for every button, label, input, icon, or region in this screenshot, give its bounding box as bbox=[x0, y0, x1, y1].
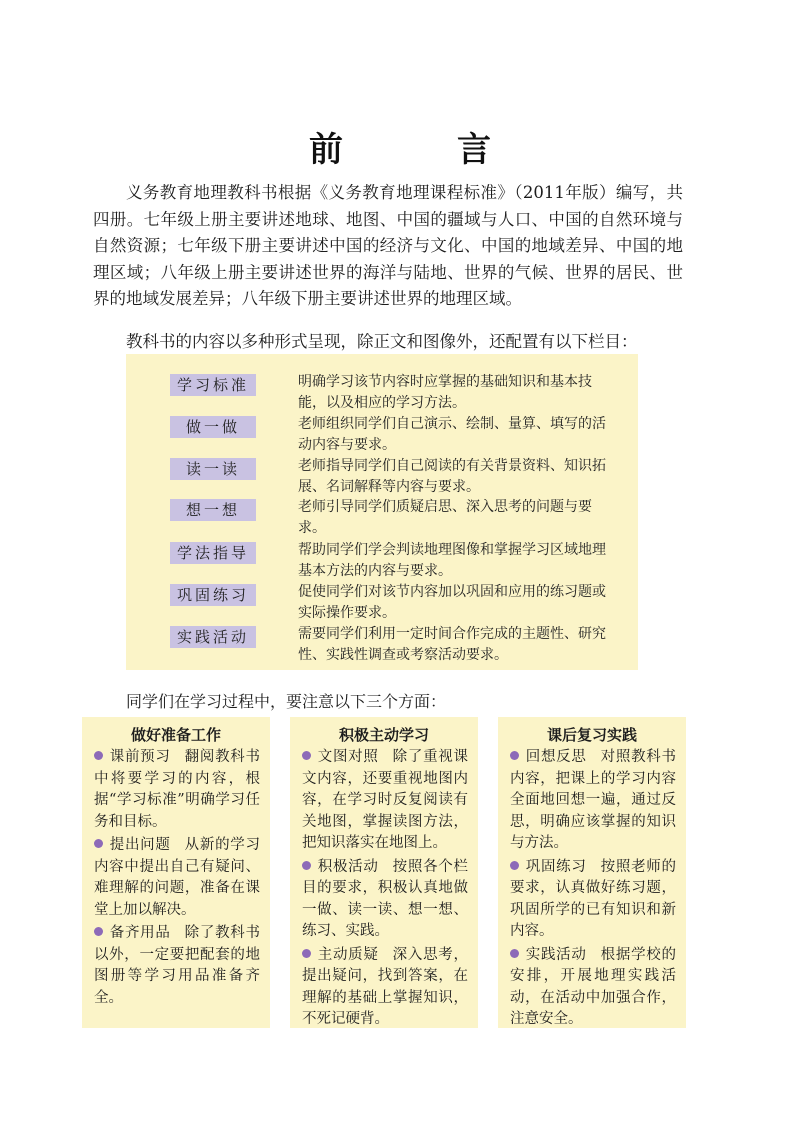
bullet-icon bbox=[302, 949, 311, 958]
aspect-item bbox=[302, 747, 468, 855]
aspect-item-head: 巩固练习 bbox=[525, 858, 587, 875]
aspect-item-head: 回想反思 bbox=[525, 749, 587, 765]
section-desc: 明确学习该节内容时应掌握的基础知识和基本技能，以及相应的学习方法。 bbox=[298, 374, 592, 411]
aspect-item-head: 备齐用品 bbox=[109, 925, 171, 941]
aspect-item-text: 除了重视课文内容，还要重视地图内容，在学习时反复阅读有关地图，掌握读图方法，把知识落实在地图上。 bbox=[302, 749, 469, 851]
aspect-item-text: 根据学校的安排，开展地理实践活动，在活动中加强合作，注意安全。 bbox=[510, 946, 677, 1027]
section-tag: 学习标准 bbox=[170, 374, 256, 396]
aspect-item bbox=[94, 923, 260, 1009]
bullet-icon bbox=[510, 861, 519, 870]
bullet-icon bbox=[302, 861, 311, 870]
section-tag: 实践活动 bbox=[170, 626, 256, 648]
aspect-item-text: 对照教科书内容，把课上的学习内容全面地回想一遍，通过反思，明确应该掌握的知识与方法。 bbox=[510, 749, 677, 851]
section-desc: 老师指导同学们自己阅读的有关背景资料、知识拓展、名词解释等内容与要求。 bbox=[298, 458, 606, 495]
aspect-title: 积极主动学习 bbox=[338, 726, 429, 744]
section-tag: 巩固练习 bbox=[170, 584, 256, 606]
section-desc: 老师组织同学们自己演示、绘制、量算、填写的活动内容与要求。 bbox=[298, 416, 606, 453]
aspect-item bbox=[302, 945, 468, 1031]
aspect-title: 做好准备工作 bbox=[130, 726, 221, 744]
section-desc: 需要同学们利用一定时间合作完成的主题性、研究性、实践性调查或考察活动要求。 bbox=[298, 626, 606, 663]
section-tag: 想一想 bbox=[170, 499, 256, 521]
aspect-box-preparation bbox=[82, 717, 270, 1028]
section-tag: 学法指导 bbox=[170, 542, 256, 564]
aspect-item bbox=[94, 747, 260, 833]
section-desc: 促使同学们对该节内容加以巩固和应用的练习题或实际操作要求。 bbox=[298, 584, 606, 621]
section-row bbox=[126, 456, 638, 500]
section-row bbox=[126, 414, 638, 458]
section-tag: 读一读 bbox=[170, 458, 256, 480]
aspect-item-text: 按照各个栏目的要求，积极认真地做一做、读一读、想一想、练习、实践。 bbox=[302, 858, 469, 939]
aspect-box-review-practice bbox=[498, 717, 686, 1028]
aspect-item bbox=[510, 945, 676, 1031]
section-desc: 老师引导同学们质疑启思、深入思考的问题与要求。 bbox=[298, 499, 592, 536]
aspect-item-head: 课前预习 bbox=[109, 749, 171, 765]
section-row bbox=[126, 582, 638, 626]
section-row bbox=[126, 497, 638, 541]
aspects-intro: 同学们在学习过程中，要注意以下三个方面： bbox=[126, 692, 447, 711]
page-title: 前 言 bbox=[309, 130, 531, 170]
aspect-item-text: 除了教科书以外，一定要把配套的地图册等学习用品准备齐全。 bbox=[94, 925, 261, 1006]
aspect-item-head: 提出问题 bbox=[109, 837, 171, 853]
aspect-item-head: 实践活动 bbox=[525, 946, 587, 963]
section-row bbox=[126, 624, 638, 668]
bullet-icon bbox=[302, 751, 311, 760]
aspect-item-head: 积极活动 bbox=[317, 858, 379, 875]
aspect-item-head: 文图对照 bbox=[317, 749, 379, 765]
aspect-item bbox=[94, 835, 260, 921]
bullet-icon bbox=[94, 751, 103, 760]
aspect-item-text: 按照老师的要求，认真做好练习题，巩固所学的已有知识和新内容。 bbox=[510, 858, 677, 939]
aspect-box-active-learning bbox=[290, 717, 478, 1028]
aspect-item-head: 主动质疑 bbox=[317, 946, 379, 963]
bullet-icon bbox=[94, 839, 103, 848]
section-row bbox=[126, 372, 638, 416]
aspect-item bbox=[510, 857, 676, 943]
bullet-icon bbox=[510, 751, 519, 760]
bullet-icon bbox=[510, 949, 519, 958]
sections-panel bbox=[126, 354, 638, 670]
aspect-item bbox=[510, 747, 676, 855]
section-row bbox=[126, 540, 638, 584]
aspect-item-text: 翻阅教科书中将要学习的内容，根据“学习标准”明确学习任务和目标。 bbox=[94, 749, 261, 830]
aspect-title: 课后复习实践 bbox=[546, 726, 637, 744]
aspect-item-text: 深入思考，提出疑问，找到答案，在理解的基础上掌握知识，不死记硬背。 bbox=[302, 946, 469, 1027]
bullet-icon bbox=[94, 927, 103, 936]
sections-intro: 教科书的内容以多种形式呈现，除正文和图像外，还配置有以下栏目： bbox=[126, 332, 638, 351]
aspect-item bbox=[302, 857, 468, 943]
section-tag: 做一做 bbox=[170, 416, 256, 438]
section-desc: 帮助同学们学会判读地理图像和掌握学习区域地理基本方法的内容与要求。 bbox=[298, 542, 606, 579]
intro-paragraph: 义务教育地理教科书根据《义务教育地理课程标准》（2011年版）编写，共四册。七年级上册主要讲述地球、地图、中国的疆域与人口、中国的自然环境与自然资源；七年级下册主要讲述中国的经济与文化、中国的地域差异、中国的地理区域；八年级上册主要讲述世界的海洋与陆地、世界的气候、世界的居民、世界的地域发展差异；八年级下册主要讲述世界的地理区域。 bbox=[93, 183, 683, 308]
aspect-item-text: 从新的学习内容中提出自己有疑问、难理解的问题，准备在课堂上加以解决。 bbox=[94, 837, 261, 918]
